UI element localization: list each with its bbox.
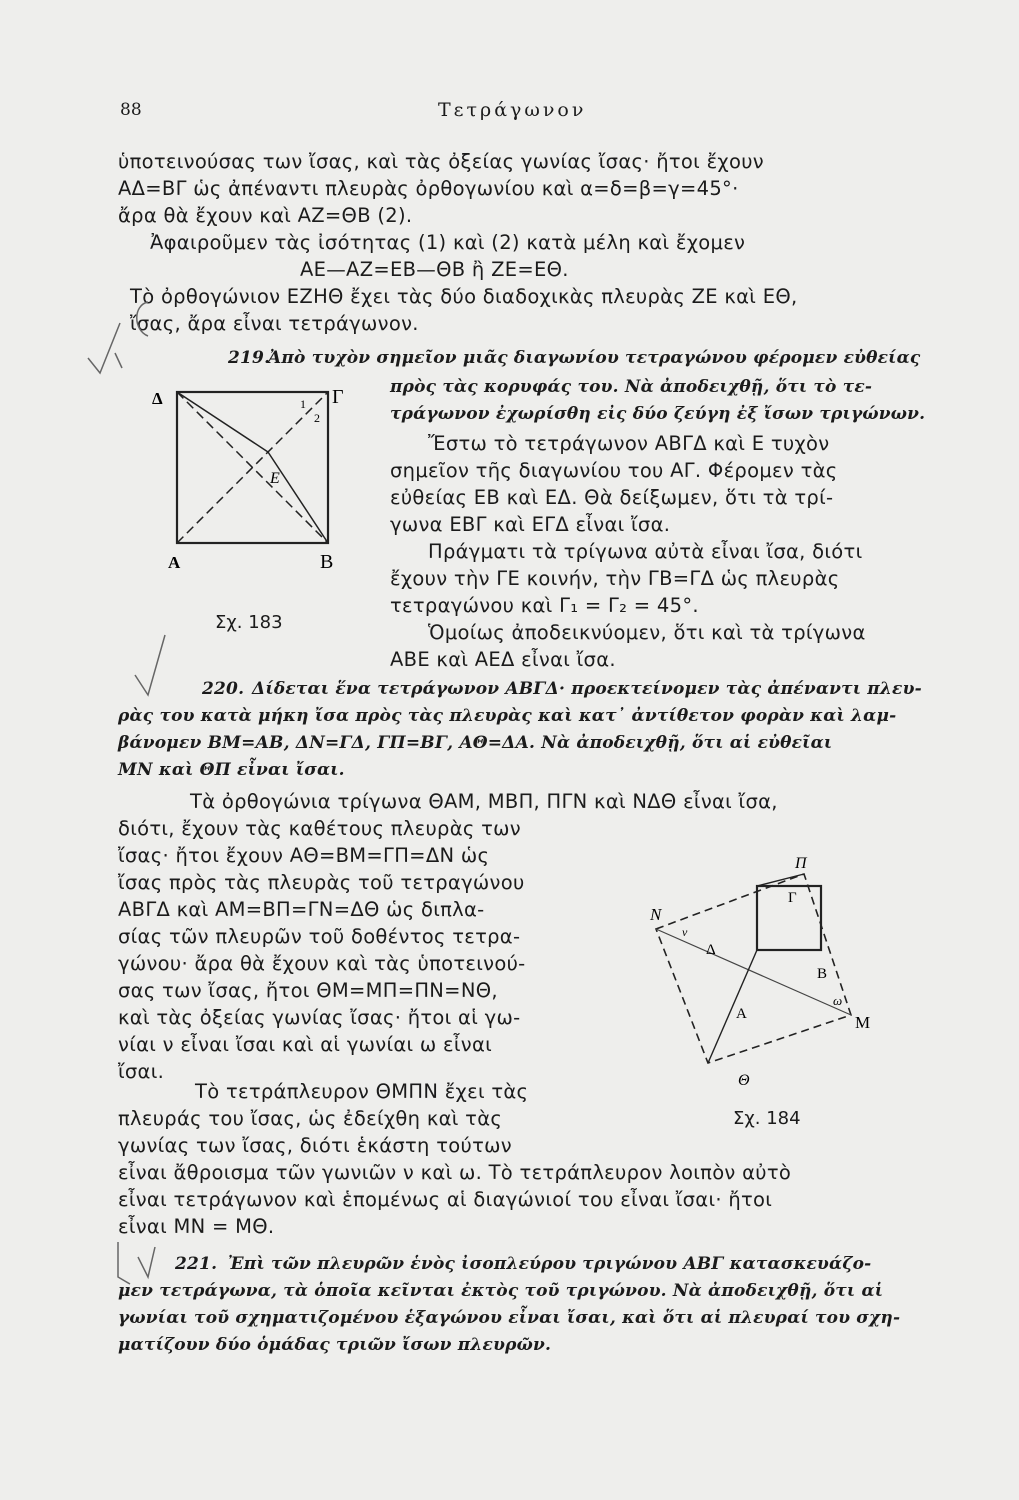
fig184-label-n: Ν (650, 905, 662, 924)
p220-proof-n-5: σίας τῶν πλευρῶν τοῦ δοθέντος τετρα- (118, 925, 521, 948)
problem-219-statement-1: Ἀπὸ τυχὸν σημεῖον μιᾶς διαγωνίου τετραγώνου φέρομεν εὐθείας (268, 348, 921, 368)
p220-proof-n-1: διότι, ἔχουν τὰς καθέτους πλευρὰς των (118, 817, 521, 840)
fig184-label-nu: ν (682, 925, 688, 939)
p219-proof-9: ΑΒΕ καὶ ΑΕΔ εἶναι ἴσα. (390, 648, 616, 671)
fig184-ext-gp (757, 874, 804, 886)
fig184-label-m: Μ (855, 1013, 871, 1032)
problem-219-statement-3: τράγωνον ἐχωρίσθη εἰς δύο ζεύγη ἐξ ἴσων τριγώνων. (390, 404, 926, 424)
p219-proof-6: ἔχουν τὴν ΓΕ κοινήν, τὴν ΓΒ=ΓΔ ὡς πλευρὰς (390, 567, 840, 590)
top-line-7: ἴσας, ἄρα εἶναι τετράγωνον. (130, 312, 419, 335)
top-line-6: Τὸ ὀρθογώνιον ΕΖΗΘ ἔχει τὰς δύο διαδοχικὰς πλευρὰς ΖΕ καὶ ΕΘ, (130, 285, 798, 308)
p219-proof-5: Πράγματι τὰ τρίγωνα αὐτὰ εἶναι ἴσα, διότι (428, 540, 863, 563)
figure-183-caption: Σχ. 183 (215, 612, 283, 633)
fig183-segment-eb (268, 452, 328, 543)
problem-220-statement-1: Δίδεται ἕνα τετράγωνον ΑΒΓΔ· προεκτείνομεν τὰς ἀπέναντι πλευ- (252, 679, 922, 699)
bracket-mark-icon (128, 300, 158, 340)
p220-proof-n-8: καὶ τὰς ὀξείας γωνίας ἴσας· ἤτοι αἱ γω- (118, 1006, 521, 1029)
fig184-label-d: Δ (706, 942, 716, 958)
problem-220-statement-3: βάνομεν ΒΜ=ΑΒ, ΔΝ=ΓΔ, ΓΠ=ΒΓ, ΑΘ=ΔΑ. Νὰ ἀποδειχθῇ, ὅτι αἱ εὐθεῖαι (118, 733, 833, 753)
p220-proof-n-9: νίαι ν εἶναι ἴσαι καὶ αἱ γωνίαι ω εἶναι (118, 1033, 493, 1056)
fig183-segment-ed (177, 392, 268, 452)
fig183-label-e: Ε (270, 470, 280, 487)
p220-proof-full-1: Τὰ ὀρθογώνια τρίγωνα ΘΑΜ, ΜΒΠ, ΠΓΝ καὶ ΝΔΘ εἶναι ἴσα, (190, 790, 778, 813)
fig184-label-p: Π (795, 855, 807, 872)
top-line-5: ΑΕ—ΑΖ=ΕΒ—ΘΒ ἢ ΖΕ=ΕΘ. (300, 258, 569, 281)
problem-221-statement-1: Ἐπὶ τῶν πλευρῶν ἑνὸς ἰσοπλεύρου τριγώνου ΑΒΓ κατασκευάζο- (228, 1254, 872, 1274)
p220-proof-n-4: ΑΒΓΔ καὶ ΑΜ=ΒΠ=ΓΝ=ΔΘ ὡς διπλα- (118, 898, 485, 921)
problem-220-statement-4: ΜΝ καὶ ΘΠ εἶναι ἴσαι. (118, 760, 345, 780)
fig183-label-b: Β (320, 551, 334, 573)
fig183-label-g: Γ (332, 386, 344, 408)
fig183-label-a: Α (168, 553, 181, 572)
fig184-label-a: Α (736, 1006, 747, 1022)
p219-proof-8: Ὁμοίως ἀποδεικνύομεν, ὅτι καὶ τὰ τρίγωνα (428, 621, 866, 644)
p220-proof-n-2: ἴσας· ἤτοι ἔχουν ΑΘ=ΒΜ=ΓΠ=ΔΝ ὡς (118, 844, 490, 867)
checkmark-icon (80, 318, 130, 378)
p220-proof-n-6: γώνου· ἄρα θὰ ἔχουν καὶ τὰς ὑποτεινού- (118, 952, 526, 975)
top-line-3: ἄρα θὰ ἔχουν καὶ ΑΖ=ΘΒ (2). (118, 204, 413, 227)
p219-proof-1: Ἔστω τὸ τετράγωνον ΑΒΓΔ καὶ Ε τυχὸν (428, 432, 830, 455)
fig183-label-d: Δ (152, 389, 163, 408)
figure-184 (640, 850, 890, 1090)
fig184-label-b: Β (817, 966, 828, 982)
page-number: 88 (120, 100, 142, 120)
problem-221-number: 221. (175, 1254, 218, 1274)
p220-proof-n-3: ἴσας πρὸς τὰς πλευρὰς τοῦ τετραγώνου (118, 871, 525, 894)
p219-proof-3: εὐθείας ΕΒ καὶ ΕΔ. Θὰ δείξωμεν, ὅτι τὰ τρί- (390, 486, 834, 509)
p219-proof-7: τετραγώνου καὶ Γ₁ = Γ₂ = 45°. (390, 594, 699, 617)
p220-proof-n-11: Τὸ τετράπλευρον ΘΜΠΝ ἔχει τὰς (195, 1080, 529, 1103)
p220-proof-full-2a: εἶναι ἄθροισμα τῶν γωνιῶν ν καὶ ω. Τὸ τετράπλευρον λοιπὸν αὐτὸ (118, 1161, 792, 1184)
p220-proof-n-7: σας των ἴσας, ἤτοι ΘΜ=ΜΠ=ΠΝ=ΝΘ, (118, 979, 498, 1002)
problem-221-statement-4: ματίζουν δύο ὁμάδας τριῶν ἴσων πλευρῶν. (118, 1335, 552, 1355)
p220-proof-n-12: πλευράς του ἴσας, ὡς ἐδείχθη καὶ τὰς (118, 1107, 503, 1130)
problem-221-statement-2: μεν τετράγωνα, τὰ ὁποῖα κεῖνται ἐκτὸς τοῦ τριγώνου. Νὰ ἀποδειχθῇ, ὅτι αἱ (118, 1281, 884, 1301)
checkmark-icon (130, 630, 170, 700)
fig183-label-1: 1 (300, 397, 306, 411)
top-line-2: ΑΔ=ΒΓ ὡς ἀπέναντι πλευρὰς ὀρθογωνίου καὶ α=δ=β=γ=45°· (118, 177, 739, 200)
problem-219-number: 219. (228, 348, 271, 368)
fig184-label-th: Θ (738, 1072, 750, 1089)
p219-proof-4: γωνα ΕΒΓ καὶ ΕΓΔ εἶναι ἴσα. (390, 513, 671, 536)
p220-proof-n-10: ἴσαι. (118, 1060, 165, 1083)
problem-220-statement-2: ρὰς του κατὰ μήκη ἴσα πρὸς τὰς πλευρὰς καὶ κατ᾿ ἀντίθετον φορὰν καὶ λαμ- (118, 706, 897, 726)
top-line-1: ὑποτεινούσας των ἴσας, καὶ τὰς ὀξείας γωνίας ἴσας· ἤτοι ἔχουν (118, 150, 764, 173)
fig183-label-2: 2 (314, 411, 320, 425)
fig184-label-omega: ω (833, 993, 843, 1008)
fig184-label-g: Γ (788, 890, 797, 906)
top-line-4: Ἀφαιροῦμεν τὰς ἰσότητας (1) καὶ (2) κατὰ μέλη καὶ ἔχομεν (150, 231, 746, 254)
p219-proof-2: σημεῖον τῆς διαγωνίου του ΑΓ. Φέρομεν τὰς (390, 459, 838, 482)
p220-proof-full-2b: εἶναι τετράγωνον καὶ ἑπομένως αἱ διαγώνιοί του εἶναι ἴσαι· ἤτοι (118, 1188, 773, 1211)
problem-221-statement-3: γωνίαι τοῦ σχηματιζομένου ἑξαγώνου εἶναι ἴσαι, καὶ ὅτι αἱ πλευραί του σχη- (118, 1308, 901, 1328)
problem-220-number: 220. (202, 679, 245, 699)
p220-proof-n-13: γωνίας των ἴσας, διότι ἑκάστη τούτων (118, 1134, 512, 1157)
p220-proof-full-2c: εἶναι ΜΝ = ΜΘ. (118, 1215, 275, 1238)
fig184-ext-ath (708, 950, 757, 1063)
figure-184-caption: Σχ. 184 (733, 1108, 801, 1129)
figure-183 (140, 378, 370, 588)
problem-219-statement-2: πρὸς τὰς κορυφάς του. Νὰ ἀποδειχθῇ, ὅτι τὸ τε- (390, 377, 873, 397)
running-title: Τετράγωνον (438, 99, 587, 121)
